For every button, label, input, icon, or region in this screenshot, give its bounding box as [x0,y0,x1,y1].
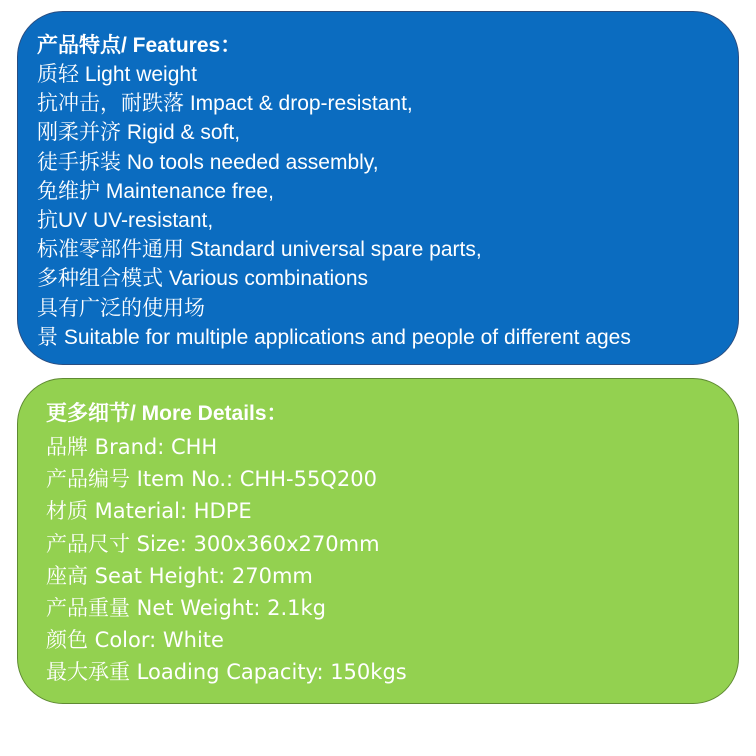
feature-line-maintenance-free: 免维护 Maintenance free, [37,179,274,203]
detail-material: 材质 Material: HDPE [46,499,252,524]
feature-line-applications: 景 Suitable for multiple applications and people of different ages [37,325,631,349]
details-heading: 更多细节/ More Details： [46,402,288,425]
detail-seat-height: 座高 Seat Height: 270mm [46,563,313,588]
detail-item-no: 产品编号 Item No.: CHH-55Q200 [46,467,377,492]
feature-line-no-tools: 徒手拆装 No tools needed assembly, [37,150,379,174]
detail-loading-capacity: 最大承重 Loading Capacity: 150kgs [46,660,407,685]
feature-line-applications-cn: 具有广泛的使用场 [37,296,205,320]
feature-line-uv-resistant: 抗UV UV-resistant, [37,208,214,232]
feature-line-combinations: 多种组合模式 Various combinations [37,267,369,291]
details-panel [17,378,739,704]
features-panel [17,11,739,365]
feature-line-light-weight: 质轻 Light weight [37,63,197,86]
feature-line-rigid-soft: 刚柔并济 Rigid & soft, [37,121,241,145]
detail-brand: 品牌 Brand: CHH [46,435,218,459]
feature-line-impact-resistant: 抗冲击，耐跌落 Impact & drop-resistant, [37,92,413,116]
features-heading: 产品特点/ Features： [37,34,242,57]
detail-size: 产品尺寸 Size: 300x360x270mm [46,531,380,556]
detail-color: 颜色 Color: White [46,628,224,653]
detail-net-weight: 产品重量 Net Weight: 2.1kg [46,595,327,620]
feature-line-spare-parts: 标准零部件通用 Standard universal spare parts, [37,238,482,262]
